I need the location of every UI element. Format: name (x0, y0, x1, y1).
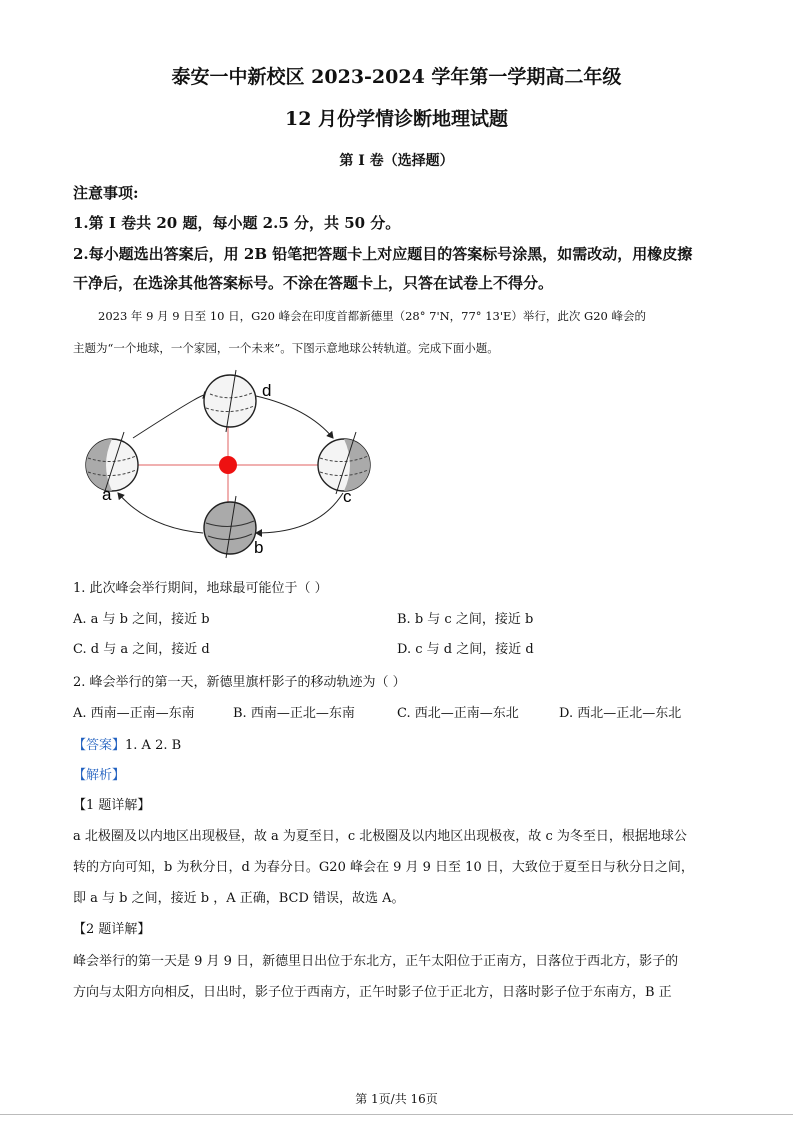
q1-option-c: C. d 与 a 之间，接近 d (73, 642, 210, 657)
document-title-line2: 12 月份学情诊断地理试题 (284, 108, 509, 130)
passage-line2: 主题为“一个地球，一个家园，一个未来”。下图示意地球公转轨道。完成下面小题。 (73, 341, 499, 355)
detail-2-heading: 【2 题详解】 (73, 922, 151, 937)
answer-line (73, 734, 181, 753)
earth-position-c (318, 432, 370, 494)
bottom-divider (0, 1114, 793, 1115)
notes-heading: 注意事项: (73, 184, 139, 202)
q1-option-d: D. c 与 d 之间，接近 d (397, 642, 534, 657)
answer-text: 1. A 2. B (125, 738, 182, 753)
analysis-tag: 【解析】 (73, 768, 126, 783)
earth-position-b (204, 496, 256, 558)
document-title-line1: 泰安一中新校区 2023-2024 学年第一学期高二年级 (171, 66, 622, 88)
detail-1-heading: 【1 题详解】 (73, 798, 151, 813)
q2-option-a: A. 西南—正南—东南 (73, 706, 195, 721)
label-b: b (254, 538, 264, 557)
label-c: c (343, 487, 352, 506)
earth-position-a (86, 432, 138, 494)
q2-option-b: B. 西南—正北—东南 (233, 706, 355, 721)
detail-1-line3: 即 a 与 b 之间，接近 b ，A 正确，BCD 错误，故选 A。 (73, 891, 405, 906)
sun-icon (219, 456, 237, 474)
q2-option-c: C. 西北—正南—东北 (397, 706, 519, 721)
notes-item-1: 1.第 I 卷共 20 题，每小题 2.5 分，共 50 分。 (73, 214, 401, 232)
q1-stem: 1. 此次峰会举行期间，地球最可能位于（ ） (73, 581, 328, 596)
q1-option-a: A. a 与 b 之间，接近 b (73, 612, 210, 627)
page-number: 第 1页/共 16页 (355, 1092, 438, 1106)
passage-line1: 2023 年 9 月 9 日至 10 日，G20 峰会在印度首都新德里（28° 7'N，77° 13'E）举行，此次 G20 峰会的 (98, 309, 647, 323)
detail-2-line2: 方向与太阳方向相反，日出时，影子位于西南方，正午时影子位于正北方，日落时影子位于东南方，B 正 (73, 985, 672, 1000)
detail-1-line2: 转的方向可知，b 为秋分日，d 为春分日。G20 峰会在 9 月 9 日至 10 日，大致位于夏至日与秋分日之间， (73, 860, 694, 875)
earth-position-d (204, 370, 256, 432)
q2-option-d: D. 西北—正北—东北 (559, 706, 682, 721)
label-a: a (102, 485, 112, 504)
q1-option-b: B. b 与 c 之间，接近 b (397, 612, 534, 627)
earth-orbit-diagram (78, 368, 388, 568)
label-d: d (262, 381, 272, 400)
answer-tag: 【答案】 (73, 738, 126, 753)
section-heading: 第 I 卷（选择题） (339, 153, 454, 169)
notes-item-2-line1: 2.每小题选出答案后，用 2B 铅笔把答题卡上对应题目的答案标号涂黑，如需改动，用橡皮擦 (73, 245, 693, 263)
detail-1-line1: a 北极圈及以内地区出现极昼，故 a 为夏至日，c 北极圈及以内地区出现极夜，故 c 为冬至日，根据地球公 (73, 829, 687, 844)
detail-2-line1: 峰会举行的第一天是 9 月 9 日，新德里日出位于东北方，正午太阳位于正南方，日落位于西北方，影子的 (73, 954, 679, 969)
notes-item-2-line2: 干净后，在选涂其他答案标号。不涂在答题卡上，只答在试卷上不得分。 (73, 274, 554, 292)
q2-stem: 2. 峰会举行的第一天，新德里旗杆影子的移动轨迹为（ ） (73, 675, 406, 690)
